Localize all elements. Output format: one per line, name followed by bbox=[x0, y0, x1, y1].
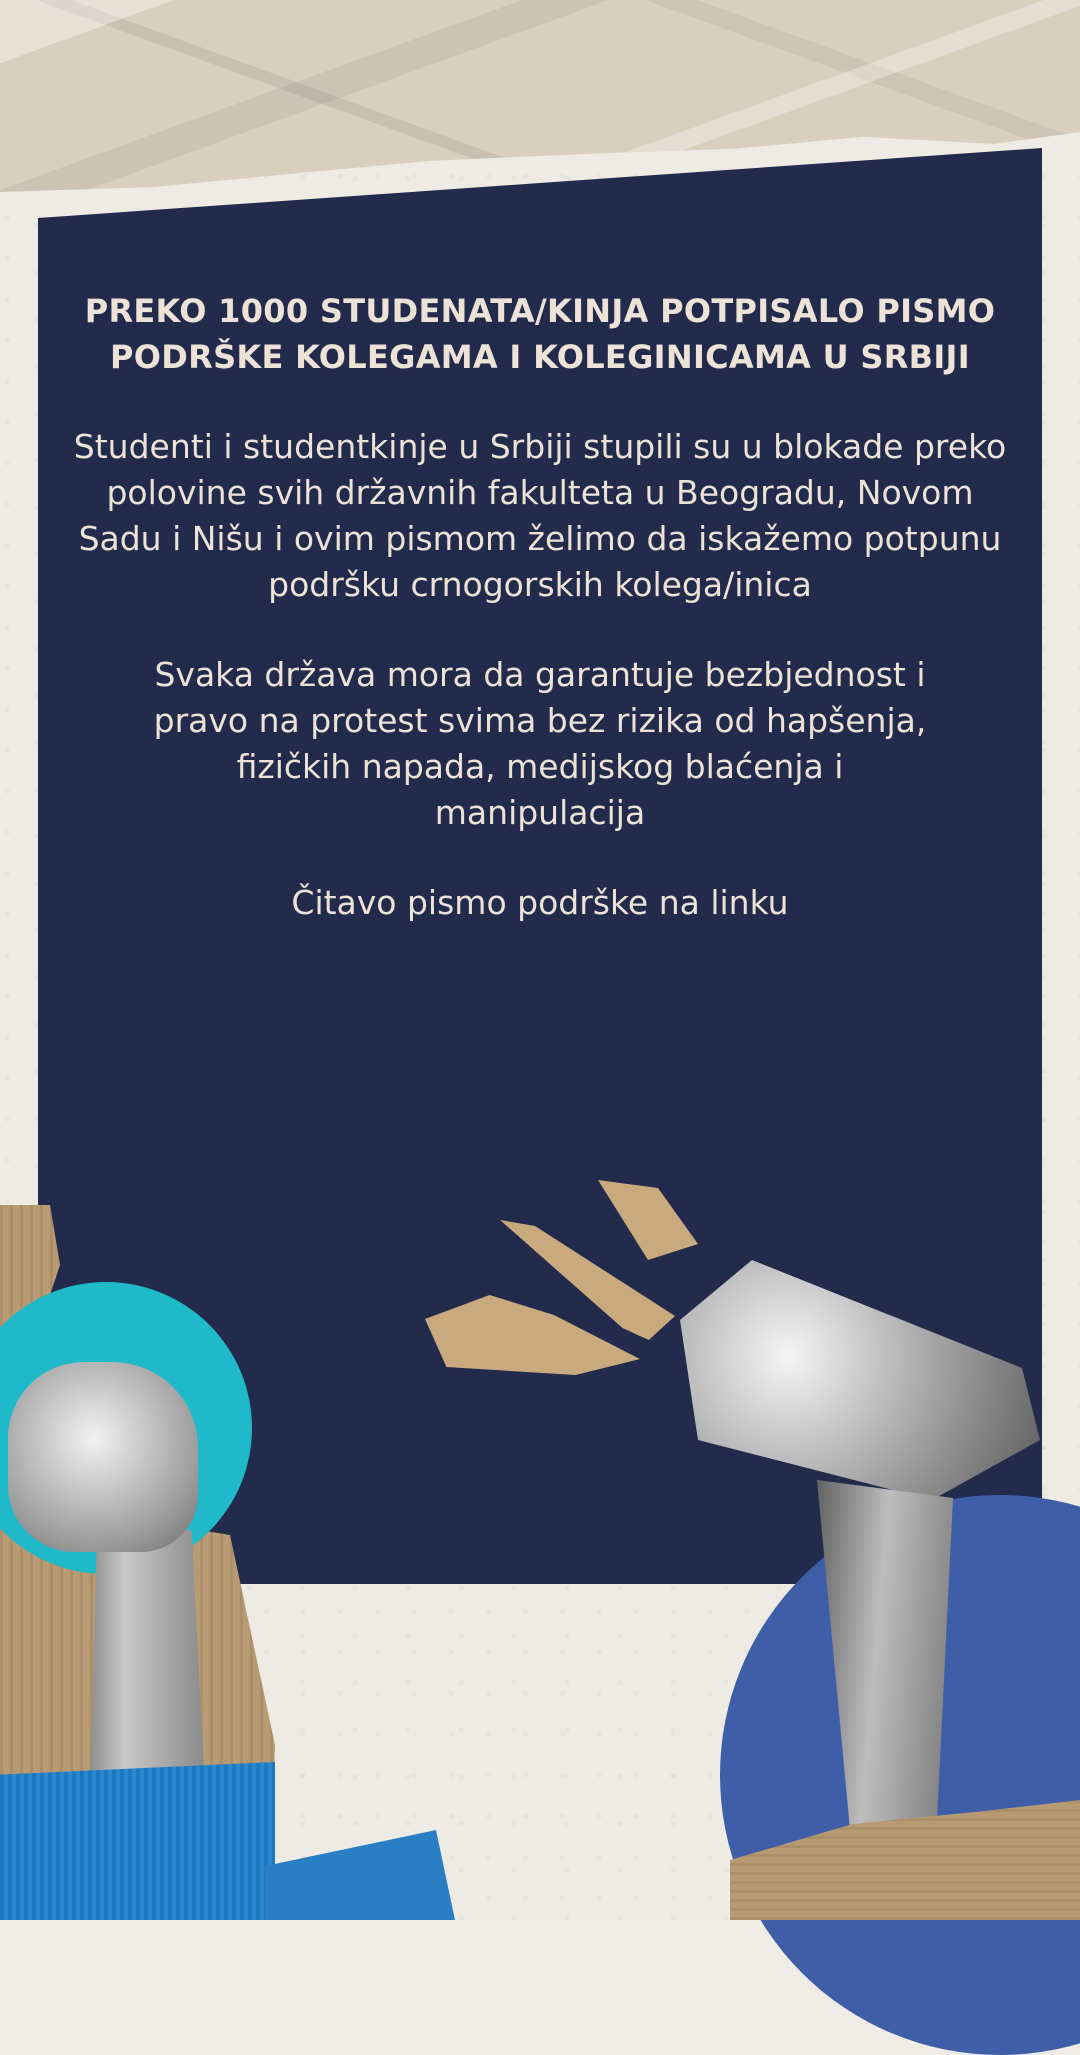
paragraph-right-to-protest: Svaka država mora da garantuje bezbjednost i pravo na protest svima bez rizika od hapšenja, fizičkih napada, medijskog blaćenja i manipulacija bbox=[153, 655, 927, 832]
post-text bbox=[60, 288, 1020, 926]
link-text: Čitavo pismo podrške na linku bbox=[291, 883, 789, 922]
raised-fist-icon bbox=[8, 1362, 198, 1552]
headline: PREKO 1000 STUDENATA/KINJA POTPISALO PISMO PODRŠKE KOLEGAMA I KOLEGINICAMA U SRBIJI bbox=[84, 292, 996, 376]
paragraph-blockade: Studenti i studentkinje u Srbiji stupili su u blokade preko polovine svih državnih fakulteta u Beogradu, Novom Sadu i Nišu i ovim pismom želimo da iskažemo potpunu podršku crnogorskih kolega/inica bbox=[73, 427, 1007, 604]
blue-corrugated-strip bbox=[0, 1762, 275, 1920]
